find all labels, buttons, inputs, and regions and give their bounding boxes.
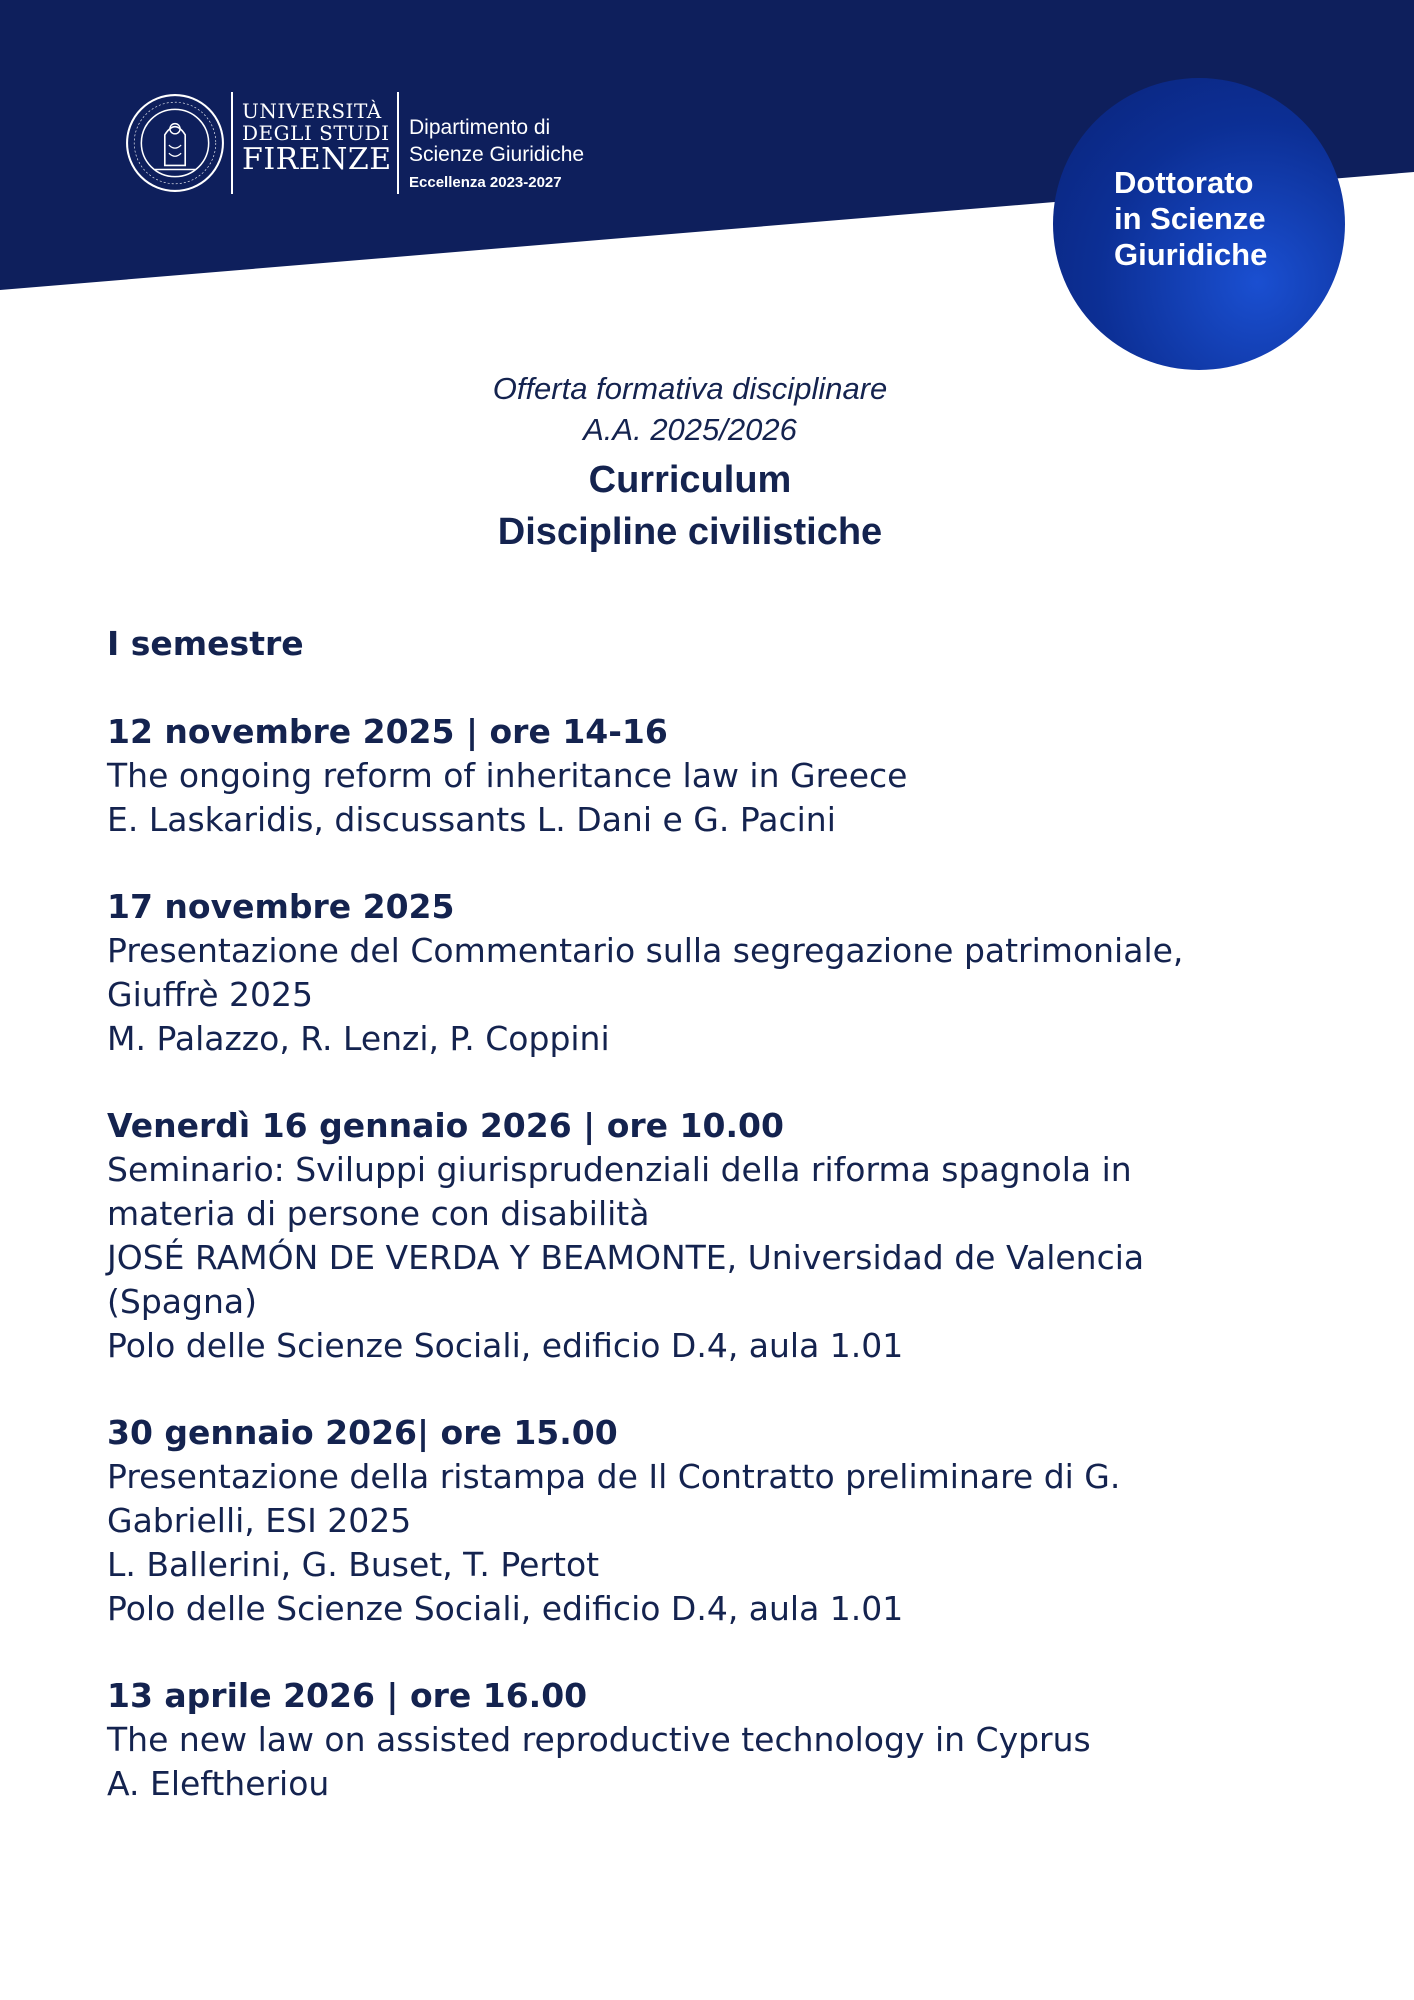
event-line: Giuffrè 2025 <box>107 975 314 1014</box>
event-line: E. Laskaridis, discussants L. Dani e G. Pacini <box>107 800 836 839</box>
event-line: Polo delle Scienze Sociali, edificio D.4, aula 1.01 <box>107 1326 904 1365</box>
event-line: JOSÉ RAMÓN DE VERDA Y BEAMONTE, Universidad de Valencia <box>107 1238 1145 1277</box>
event-line: Seminario: Sviluppi giurisprudenziali della riforma spagnola in <box>107 1150 1132 1189</box>
event-line: The new law on assisted reproductive technology in Cyprus <box>107 1720 1091 1759</box>
academic-year: A.A. 2025/2026 <box>583 412 797 447</box>
event-date: 13 aprile 2026 | ore 16.00 <box>107 1676 588 1715</box>
badge-line3: Giuridiche <box>1114 237 1268 272</box>
logo-divider <box>231 92 233 194</box>
event-item <box>107 885 1357 1061</box>
event-date: 12 novembre 2025 | ore 14-16 <box>107 712 668 751</box>
university-seal-logo <box>124 92 226 194</box>
curriculum-heading: Curriculum <box>588 459 792 501</box>
discipline-heading: Discipline civilistiche <box>497 511 883 553</box>
university-name-line3: FIRENZE <box>242 142 392 177</box>
event-item <box>107 1104 1357 1368</box>
event-date: 17 novembre 2025 <box>107 887 455 926</box>
program-content <box>107 622 1357 1849</box>
event-item <box>107 1674 1357 1806</box>
semester-heading: I semestre <box>107 624 304 663</box>
event-line: A. Eleftheriou <box>107 1764 330 1803</box>
event-date: 30 gennaio 2026| ore 15.00 <box>107 1413 618 1452</box>
department-name <box>409 114 584 192</box>
university-name <box>242 100 392 176</box>
event-line: L. Ballerini, G. Buset, T. Pertot <box>107 1545 600 1584</box>
event-date: Venerdì 16 gennaio 2026 | ore 10.00 <box>107 1106 784 1145</box>
event-line: M. Palazzo, R. Lenzi, P. Coppini <box>107 1019 610 1058</box>
department-excellence: Eccellenza 2023-2027 <box>409 174 562 191</box>
department-divider <box>397 92 399 194</box>
doctorate-badge-text <box>1114 165 1267 273</box>
university-name-line2: DEGLI STUDI <box>242 121 390 145</box>
event-line: Gabrielli, ESI 2025 <box>107 1501 412 1540</box>
event-line: (Spagna) <box>107 1282 257 1321</box>
event-line: Polo delle Scienze Sociali, edificio D.4, aula 1.01 <box>107 1589 904 1628</box>
event-item <box>107 710 1357 842</box>
title-block <box>0 368 1380 558</box>
event-line: Presentazione del Commentario sulla segregazione patrimoniale, <box>107 931 1184 970</box>
department-line1: Dipartimento di <box>409 116 551 139</box>
event-line: materia di persone con disabilità <box>107 1194 650 1233</box>
event-line: Presentazione della ristampa de Il Contratto preliminare di G. <box>107 1457 1121 1496</box>
event-item <box>107 1411 1357 1631</box>
badge-line2: in Scienze <box>1114 201 1266 236</box>
department-line2: Scienze Giuridiche <box>409 143 585 166</box>
offer-title: Offerta formativa disciplinare <box>492 371 888 406</box>
university-name-line1: UNIVERSITÀ <box>242 99 382 123</box>
badge-line1: Dottorato <box>1114 165 1254 200</box>
event-line: The ongoing reform of inheritance law in Greece <box>107 756 908 795</box>
